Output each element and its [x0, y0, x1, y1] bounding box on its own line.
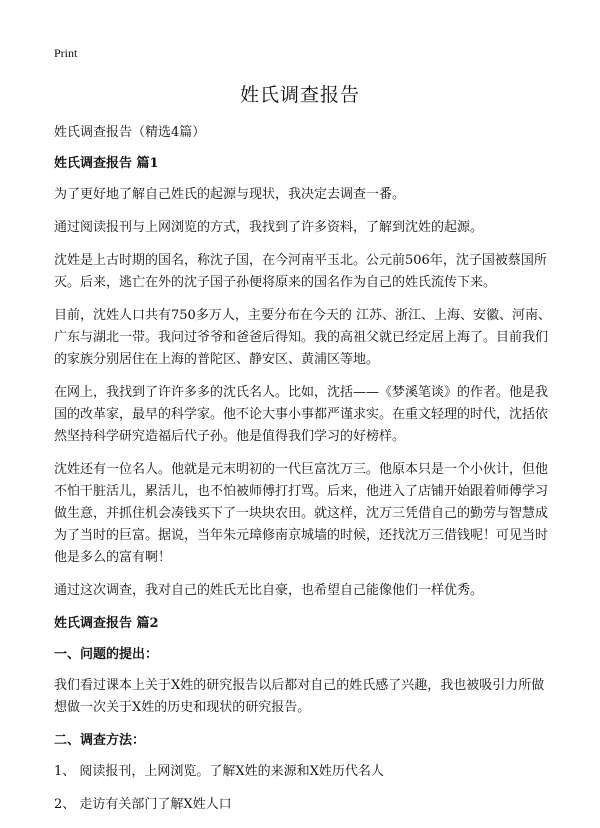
document-subtitle: 姓氏调查报告（精选4篇） — [54, 125, 206, 140]
paragraph: 通过这次调查，我对自己的姓氏无比自豪，也希望自己能像他们一样优秀。 — [54, 583, 484, 598]
paragraph: 目前，沈姓人口共有750多万人，主要分布在今天的 江苏、浙江、上海、安徽、河南、广东与湖北一带。我问过爷爷和爸爸后得知。我的高祖父就已经定居上海了。目前我们的家族分别居住在上海的普陀区、静安区、黄浦区等地。 — [54, 308, 551, 367]
list-item: 2、 走访有关部门了解X姓人口 — [54, 797, 232, 812]
print-link[interactable]: Print — [54, 46, 78, 60]
paragraph: 我们看过课本上关于X姓的研究报告以后都对自己的姓氏感了兴趣，我也被吸引力所做想做一次关于X姓的历史和现状的研究报告。 — [54, 678, 545, 715]
paragraph: 在网上，我找到了许许多多的沈氏名人。比如，沈括——《梦溪笔谈》的作者。他是我国的改革家，最早的科学家。他不论大事小事都严谨求实。在重文轻理的时代，沈括依然坚持科学研究造福后代子孙。他是值得我们学习的好榜样。 — [54, 385, 549, 444]
document-body — [54, 122, 552, 827]
paragraph: 为了更好地了解自己姓氏的起源与现状，我决定去调查一番。 — [54, 187, 406, 202]
paragraph: 沈姓是上古时期的国名，称沈子国，在今河南平玉北。公元前506年，沈子国被蔡国所灭。后来，逃亡在外的沈子国子孙便将原来的国名作为自己的姓氏流传下来。 — [54, 253, 547, 290]
subsection-heading: 一、问题的提出： — [54, 647, 159, 662]
paragraph: 通过阅读报刊与上网浏览的方式，我找到了许多资料，了解到沈姓的起源。 — [54, 220, 484, 235]
list-item: 1、 阅读报刊，上网浏览。了解X姓的来源和X姓历代名人 — [54, 764, 384, 779]
subsection-heading: 二、调查方法： — [54, 733, 146, 748]
paragraph: 沈姓还有一位名人。他就是元末明初的一代巨富沈万三。他原本只是一个小伙计，但他不怕干脏活儿，累活儿，也不怕被师傅打打骂。后来，他进入了店铺开始跟着师傅学习做生意，并抓住机会凑钱买下了一块块农田。就这样，沈万三凭借自己的勤劳与智慧成为了当时的巨富。据说，当年朱元璋修南京城墙的时候，还找沈万三借钱呢！可见当时他是多么的富有啊！ — [54, 462, 549, 565]
document-title: 姓氏调查报告 — [239, 84, 360, 106]
section-heading-1: 姓氏调查报告 篇1 — [54, 156, 159, 171]
section-heading-2: 姓氏调查报告 篇2 — [54, 616, 159, 631]
